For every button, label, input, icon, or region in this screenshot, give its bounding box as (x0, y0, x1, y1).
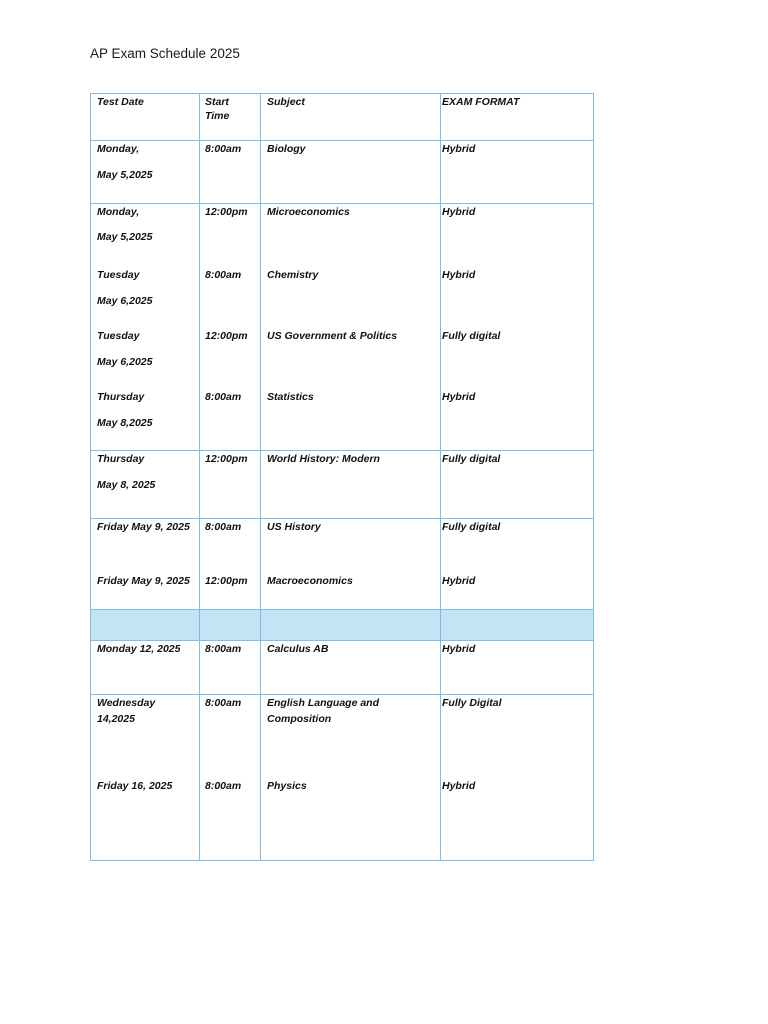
header-test-date (91, 94, 200, 141)
shaded-spacer-row (91, 610, 594, 641)
subject-text: Macroeconomics (267, 575, 353, 587)
date-line1: Monday, (97, 143, 140, 155)
subject-text: Microeconomics (267, 206, 350, 218)
time-text: 8:00am (205, 143, 242, 155)
date-line2: 14,2025 (97, 713, 135, 725)
cell-date (91, 641, 200, 695)
header-start-time-line1: Start (205, 96, 229, 108)
cell-format (441, 204, 594, 451)
cell-subject (261, 695, 441, 861)
time-text: 8:00am (205, 521, 242, 533)
cell-time (200, 641, 261, 695)
date-line1: Friday May 9, 2025 (97, 575, 190, 587)
cell-subject (261, 451, 441, 519)
subject-text: Physics (267, 780, 307, 792)
date-line2: May 5,2025 (97, 169, 153, 181)
cell-date (91, 141, 200, 204)
format-text: Hybrid (442, 575, 476, 587)
format-text: Hybrid (442, 391, 476, 403)
date-line1: Wednesday (97, 697, 156, 709)
table-header-row (91, 94, 594, 141)
header-exam-format (441, 94, 594, 141)
cell-subject (261, 141, 441, 204)
cell-format (441, 141, 594, 204)
header-exam-format-label: EXAM FORMAT (442, 96, 520, 108)
time-text: 8:00am (205, 391, 242, 403)
format-text: Fully digital (442, 521, 501, 533)
format-text: Hybrid (442, 643, 476, 655)
format-text: Hybrid (442, 269, 476, 281)
date-line2: May 8,2025 (97, 417, 153, 429)
cell-time (200, 695, 261, 861)
time-text: 8:00am (205, 643, 242, 655)
format-text: Hybrid (442, 206, 476, 218)
subject-text-line2: Composition (267, 713, 332, 725)
time-text: 8:00am (205, 269, 242, 281)
time-text: 8:00am (205, 780, 242, 792)
cell-format (441, 695, 594, 861)
date-line2: May 5,2025 (97, 231, 153, 243)
header-subject (261, 94, 441, 141)
date-line1: Monday 12, 2025 (97, 643, 181, 655)
cell-subject (261, 519, 441, 610)
subject-text: Chemistry (267, 269, 319, 281)
time-text: 8:00am (205, 697, 242, 709)
date-line1: Tuesday (97, 269, 140, 281)
table-row (91, 451, 594, 519)
table-row-group (91, 519, 594, 610)
cell-format (441, 451, 594, 519)
time-text: 12:00pm (205, 206, 248, 218)
time-text: 12:00pm (205, 330, 248, 342)
subject-text-line1: English Language and (267, 697, 380, 709)
header-test-date-label: Test Date (97, 96, 144, 108)
date-line2: May 6,2025 (97, 295, 153, 307)
cell-subject (261, 641, 441, 695)
header-start-time (200, 94, 261, 141)
subject-text: Statistics (267, 391, 314, 403)
date-line2: May 8, 2025 (97, 479, 156, 491)
cell-time (200, 204, 261, 451)
time-text: 12:00pm (205, 453, 248, 465)
subject-text: US History (267, 521, 321, 533)
cell-subject (261, 204, 441, 451)
table-row-group (91, 204, 594, 451)
header-start-time-line2: Time (205, 110, 230, 122)
cell-date (91, 695, 200, 861)
table-row-group (91, 695, 594, 861)
subject-text: Calculus AB (267, 643, 329, 655)
date-line1: Tuesday (97, 330, 140, 342)
table-row (91, 641, 594, 695)
format-text: Fully digital (442, 330, 501, 342)
date-line1: Thursday (97, 453, 145, 465)
page-title: AP Exam Schedule 2025 (90, 46, 240, 61)
subject-text: Biology (267, 143, 306, 155)
empty-cell (261, 610, 441, 641)
cell-format (441, 519, 594, 610)
subject-text: US Government & Politics (267, 330, 398, 342)
table-row (91, 141, 594, 204)
exam-schedule-table (90, 93, 594, 861)
date-line1: Monday, (97, 206, 140, 218)
cell-time (200, 519, 261, 610)
time-text: 12:00pm (205, 575, 248, 587)
cell-date (91, 451, 200, 519)
empty-cell (91, 610, 200, 641)
empty-cell (441, 610, 594, 641)
cell-time (200, 141, 261, 204)
date-line1: Thursday (97, 391, 145, 403)
format-text: Hybrid (442, 780, 476, 792)
header-subject-label: Subject (267, 96, 305, 108)
date-line1: Friday 16, 2025 (97, 780, 173, 792)
cell-date (91, 519, 200, 610)
cell-format (441, 641, 594, 695)
empty-cell (200, 610, 261, 641)
format-text: Fully Digital (442, 697, 502, 709)
date-line1: Friday May 9, 2025 (97, 521, 190, 533)
format-text: Hybrid (442, 143, 476, 155)
cell-time (200, 451, 261, 519)
format-text: Fully digital (442, 453, 501, 465)
date-line2: May 6,2025 (97, 356, 153, 368)
cell-date (91, 204, 200, 451)
subject-text: World History: Modern (267, 453, 380, 465)
